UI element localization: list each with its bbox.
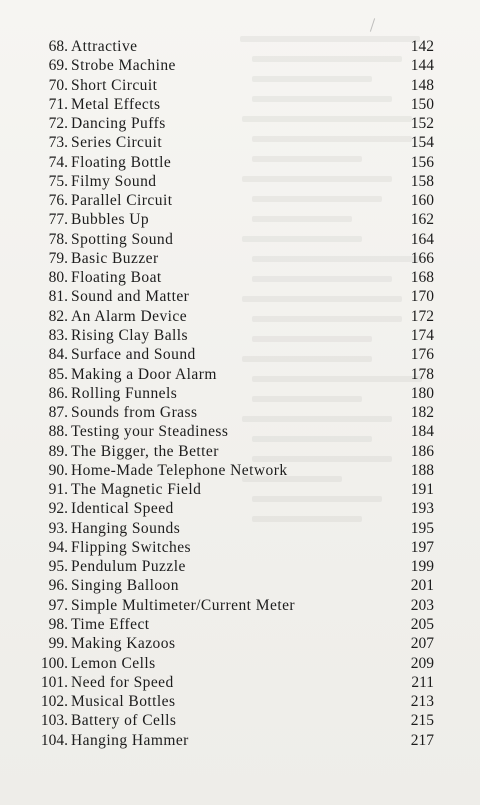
entry-page-number: 184 [410,423,434,441]
entry-page-number: 166 [410,249,434,267]
entry-title: Spotting Sound [71,230,174,248]
toc-entry [0,95,480,114]
toc-entry [0,634,480,653]
toc-entry [0,210,480,229]
pencil-mark [370,18,375,32]
entry-title: Simple Multimeter/Current Meter [71,596,296,614]
entry-number: 76. [48,192,68,210]
entry-page-number: 195 [410,519,434,537]
entry-number: 97. [48,596,68,614]
entry-page-number: 180 [410,384,434,402]
entry-number: 99. [48,635,68,653]
toc-entry [0,731,480,750]
entry-title: Pendulum Puzzle [71,558,186,576]
toc-entry [0,326,480,345]
entry-title: Sounds from Grass [71,404,198,422]
entry-page-number: 205 [410,615,434,633]
entry-title: Hanging Sounds [71,519,181,537]
entry-title: Attractive [71,38,138,55]
entry-title: Time Effect [71,615,150,633]
toc-entry [0,576,480,595]
entry-page-number: 150 [410,95,434,113]
entry-page-number: 188 [410,461,434,479]
entry-number: 77. [48,211,68,229]
toc-entry [0,596,480,615]
toc-entry [0,461,480,480]
entry-title: Short Circuit [71,76,158,94]
toc-entry [0,442,480,461]
toc-entry [0,615,480,634]
entry-page-number: 186 [410,442,434,460]
entry-number: 78. [48,230,68,248]
entry-number: 82. [48,307,68,325]
entry-page-number: 154 [410,134,434,152]
toc-entry [0,268,480,287]
entry-page-number: 148 [410,76,434,94]
entry-title: Bubbles Up [71,211,150,229]
entry-title: Filmy Sound [71,172,157,190]
toc-entry [0,519,480,538]
toc-entry [0,191,480,210]
entry-title: The Magnetic Field [71,481,202,499]
entry-title: Flipping Switches [71,538,192,556]
entry-title: Floating Boat [71,269,162,287]
entry-number: 102. [40,693,68,711]
toc-entry [0,249,480,268]
entry-number: 98. [48,615,68,633]
entry-title: Musical Bottles [71,693,176,711]
toc-entry [0,480,480,499]
entry-number: 71. [48,95,68,113]
toc-entry [0,345,480,364]
table-of-contents [0,37,480,750]
entry-page-number: 197 [410,538,434,556]
entry-page-number: 203 [410,596,434,614]
entry-title: The Bigger, the Better [71,442,219,460]
entry-page-number: 172 [410,307,434,325]
entry-title: Identical Speed [71,500,174,518]
toc-entry [0,403,480,422]
entry-number: 73. [48,134,68,152]
entry-title: Rising Clay Balls [71,326,189,344]
entry-page-number: 182 [410,404,434,422]
toc-entry [0,673,480,692]
toc-entry [0,114,480,133]
entry-title: Dancing Puffs [71,115,166,133]
entry-number: 81. [48,288,68,306]
toc-entry [0,133,480,152]
entry-number: 86. [48,384,68,402]
entry-page-number: 170 [410,288,434,306]
toc-entry [0,538,480,557]
entry-page-number: 176 [410,346,434,364]
entry-title: Battery of Cells [71,712,177,730]
entry-number: 95. [48,558,68,576]
entry-number: 104. [40,731,68,749]
entry-title: Strobe Machine [71,57,176,75]
entry-number: 85. [48,365,68,383]
entry-number: 91. [48,481,68,499]
entry-page-number: 162 [410,211,434,229]
entry-number: 101. [40,673,68,691]
entry-title: Sound and Matter [71,288,190,306]
entry-number: 88. [48,423,68,441]
toc-entry [0,557,480,576]
toc-entry [0,172,480,191]
entry-title: Need for Speed [71,673,174,691]
entry-number: 69. [48,57,68,75]
entry-page-number: 209 [410,654,434,672]
entry-page-number: 144 [410,57,434,75]
toc-entry [0,365,480,384]
toc-entry [0,37,480,56]
entry-number: 94. [48,538,68,556]
entry-number: 68. [48,38,68,55]
toc-entry [0,499,480,518]
entry-page-number: 199 [410,558,434,576]
entry-page-number: 158 [410,172,434,190]
toc-entry [0,76,480,95]
entry-title: Making a Door Alarm [71,365,217,383]
entry-page-number: 174 [410,326,434,344]
entry-page-number: 168 [410,269,434,287]
entry-title: Parallel Circuit [71,192,173,210]
toc-entry [0,230,480,249]
entry-number: 83. [48,326,68,344]
entry-title: Lemon Cells [71,654,156,672]
entry-page-number: 193 [410,500,434,518]
entry-title: Floating Bottle [71,153,172,171]
entry-title: Testing your Steadiness [71,423,229,441]
entry-number: 74. [48,153,68,171]
entry-page-number: 207 [410,635,434,653]
toc-entry [0,654,480,673]
entry-page-number: 160 [410,192,434,210]
entry-number: 96. [48,577,68,595]
entry-number: 92. [48,500,68,518]
entry-number: 103. [40,712,68,730]
entry-number: 100. [40,654,68,672]
entry-number: 75. [48,172,68,190]
entry-number: 79. [48,249,68,267]
entry-page-number: 201 [410,577,434,595]
entry-number: 89. [48,442,68,460]
entry-title: Surface and Sound [71,346,196,364]
entry-page-number: 152 [410,115,434,133]
toc-entry [0,692,480,711]
entry-number: 84. [48,346,68,364]
entry-page-number: 217 [410,731,434,749]
toc-entry [0,287,480,306]
entry-page-number: 191 [410,481,434,499]
entry-title: An Alarm Device [71,307,188,325]
entry-number: 87. [48,404,68,422]
entry-page-number: 142 [410,38,434,55]
entry-number: 80. [48,269,68,287]
toc-entry [0,153,480,172]
entry-page-number: 211 [411,673,434,691]
entry-page-number: 213 [410,693,434,711]
entry-number: 93. [48,519,68,537]
entry-page-number: 215 [410,712,434,730]
entry-page-number: 164 [410,230,434,248]
entry-number: 72. [48,115,68,133]
entry-title: Series Circuit [71,134,163,152]
entry-title: Making Kazoos [71,635,176,653]
entry-title: Metal Effects [71,95,161,113]
entry-title: Home-Made Telephone Network [71,461,288,479]
toc-entry [0,384,480,403]
entry-number: 70. [48,76,68,94]
toc-entry [0,307,480,326]
entry-title: Singing Balloon [71,577,179,595]
toc-entry [0,56,480,75]
entry-title: Rolling Funnels [71,384,178,402]
toc-entry [0,422,480,441]
entry-page-number: 156 [410,153,434,171]
toc-entry [0,711,480,730]
entry-title: Basic Buzzer [71,249,159,267]
entry-page-number: 178 [410,365,434,383]
entry-number: 90. [48,461,68,479]
entry-title: Hanging Hammer [71,731,189,749]
